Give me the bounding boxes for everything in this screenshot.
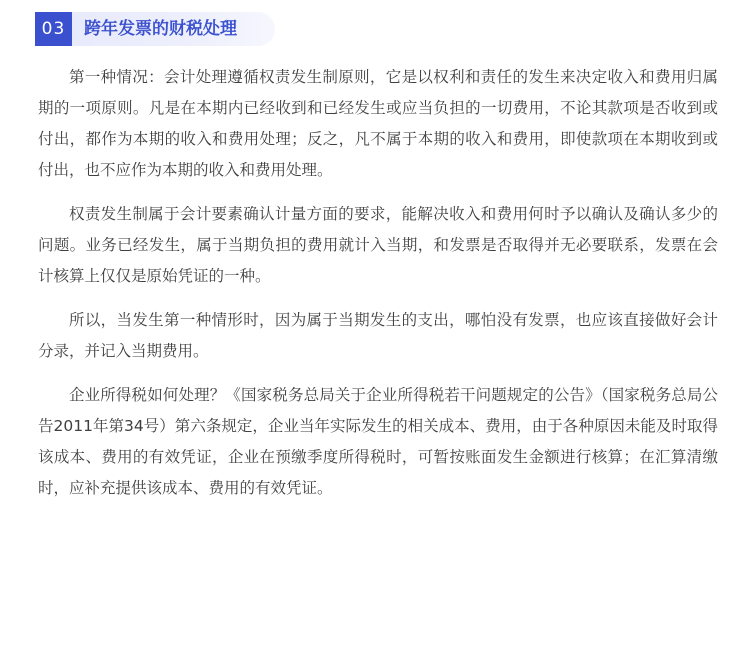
section-number-badge: 03 [35, 12, 72, 46]
section-title: 跨年发票的财税处理 [84, 19, 237, 39]
section-header [35, 12, 275, 46]
paragraph-first-case-conclusion: 所以，当发生第一种情形时，因为属于当期发生的支出，哪怕没有发票，也应该直接做好会计分录，并记入当期费用。 [38, 311, 718, 360]
article-body [38, 62, 718, 517]
paragraph-accrual-requirement: 权责发生制属于会计要素确认计量方面的要求，能解决收入和费用何时予以确认及确认多少的问题。业务已经发生，属于当期负担的费用就计入当期，和发票是否取得并无必要联系，发票在会计核算上仅仅是原始凭证的一种。 [38, 205, 718, 285]
paragraph-accrual-principle: 第一种情况：会计处理遵循权责发生制原则，它是以权利和责任的发生来决定收入和费用归属期的一项原则。凡是在本期内已经收到和已经发生或应当负担的一切费用，不论其款项是否收到或付出，都作为本期的收入和费用处理；反之，凡不属于本期的收入和费用，即使款项在本期收到或付出，也不应作为本期的收入和费用处理。 [38, 68, 718, 179]
paragraph-income-tax: 企业所得税如何处理？《国家税务总局关于企业所得税若干问题规定的公告》（国家税务总局公告2011年第34号）第六条规定，企业当年实际发生的相关成本、费用，由于各种原因未能及时取得该成本、费用的有效凭证，企业在预缴季度所得税时，可暂按账面发生金额进行核算；在汇算清缴时，应补充提供该成本、费用的有效凭证。 [38, 386, 718, 497]
